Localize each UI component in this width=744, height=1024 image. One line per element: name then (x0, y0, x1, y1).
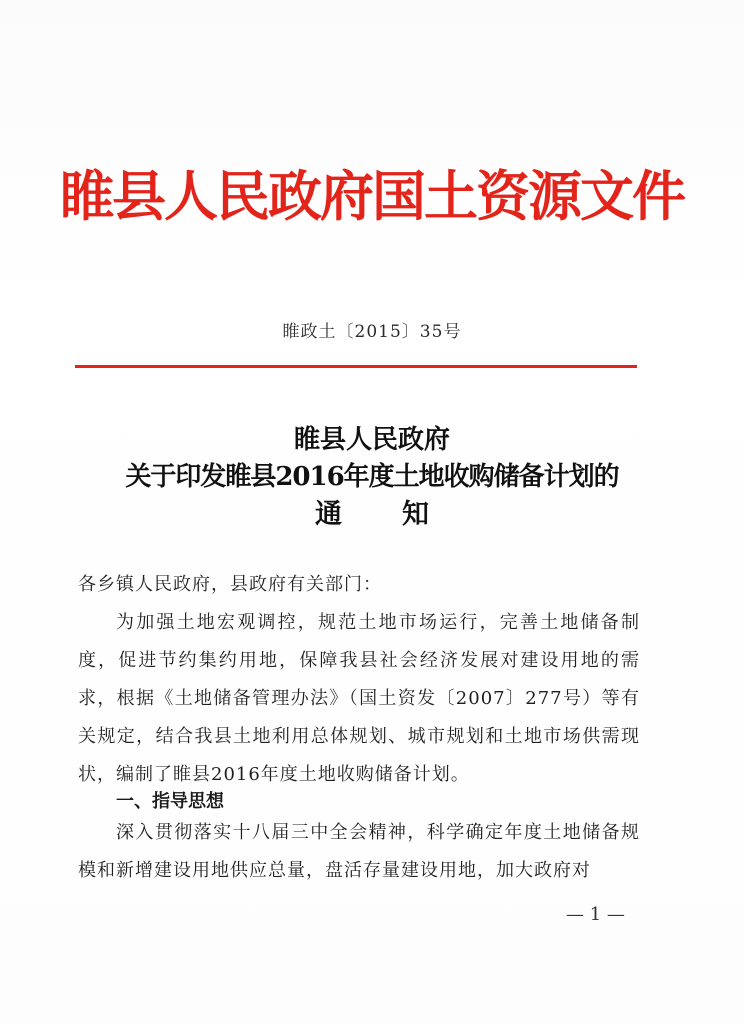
subject-notice-char-1: 通 (315, 499, 342, 530)
subject-line-issuer: 睢县人民政府 (293, 425, 450, 455)
page-number: — 1 — (566, 904, 625, 925)
body-paragraph-2: 深入贯彻落实十八届三中全会精神，科学确定年度土地储备规模和新增建设用地供应总量，盘活存量建设用地，加大政府对 (78, 822, 640, 881)
section-heading-guiding-ideology: 一、指导思想 (116, 791, 224, 812)
document-number: 睢政土〔2015〕35号 (282, 322, 462, 342)
salutation: 各乡镇人民政府，县政府有关部门： (78, 574, 382, 595)
body-paragraph-1: 为加强土地宏观调控，规范土地市场运行，完善土地储备制度，促进节约集约用地，保障我县社会经济发展对建设用地的需求，根据《土地储备管理办法》（国土资发〔2007〕277号）等有关规定，结合我县土地利用总体规划、城市规划和土地市场供需现状，编制了睢县2016年度土地收购储备计划。 (78, 612, 640, 785)
red-divider-line (75, 365, 637, 368)
subject-line-notice (0, 492, 744, 531)
subject-notice-char-2: 知 (402, 499, 429, 530)
subject-line-topic: 关于印发睢县2016年度土地收购储备计划的 (125, 462, 619, 492)
document-header-title: 睢县人民政府国土资源文件 (60, 164, 684, 228)
